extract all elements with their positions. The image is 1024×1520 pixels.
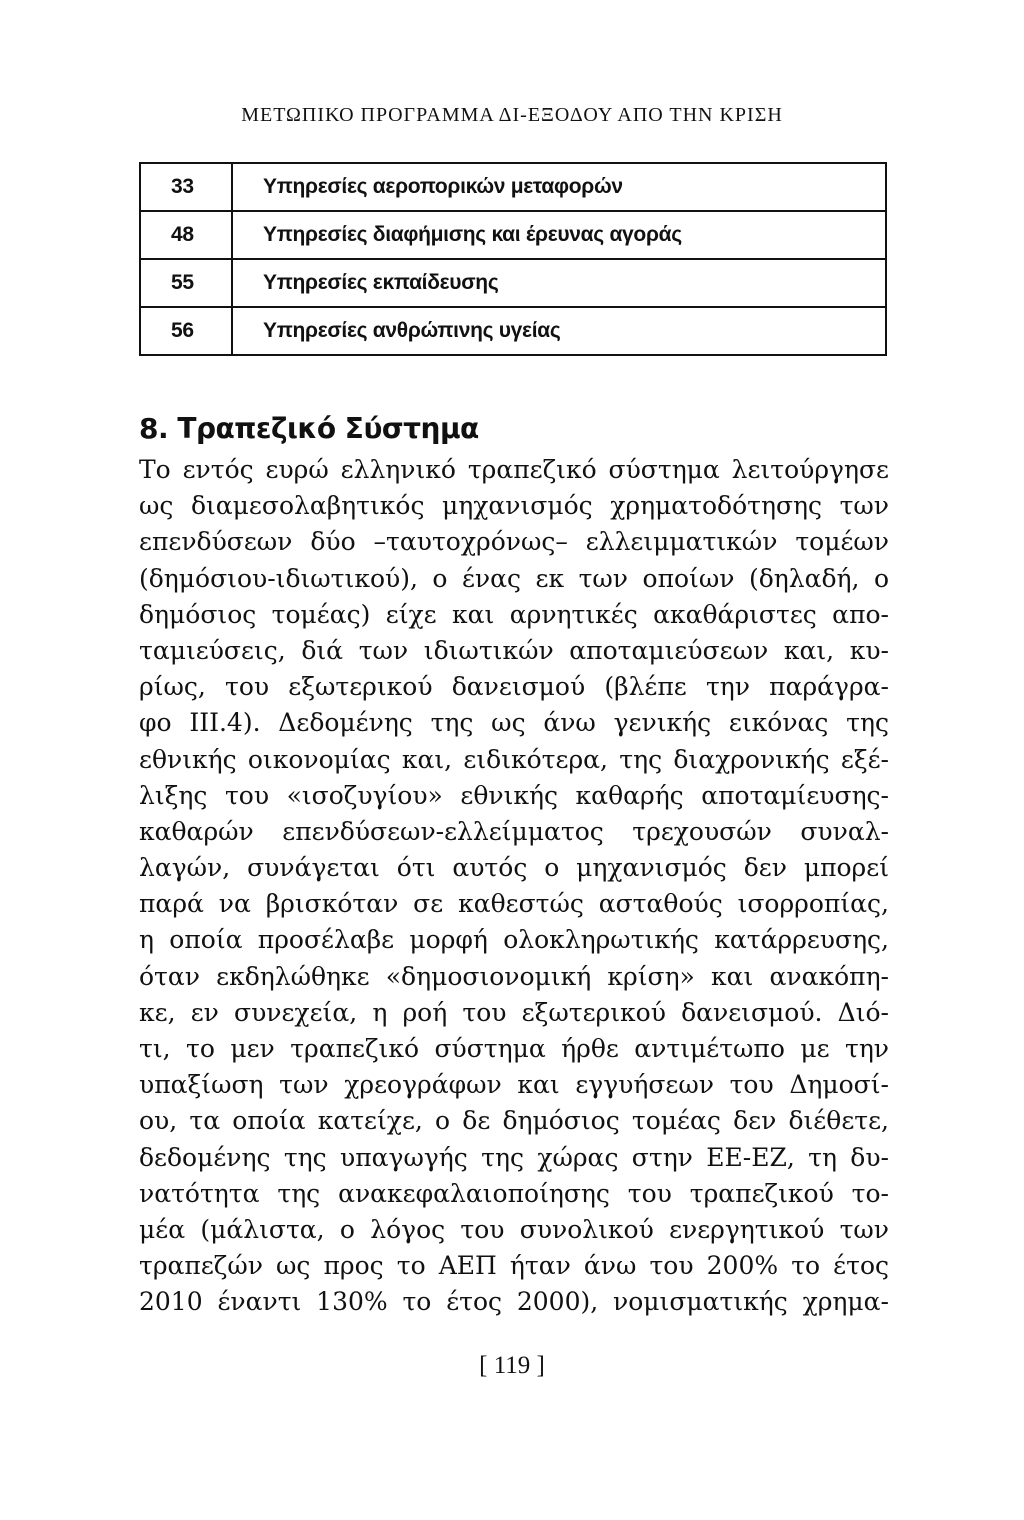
sector-label: Υπηρεσίες ανθρώπινης υγείας [232,307,886,355]
text-line: δημόσιος τομέας) είχε και αρνητικές ακαθάριστες απο- [139,599,889,629]
sector-codes-table [139,162,887,356]
sector-code: 48 [140,211,232,259]
running-header: ΜΕΤΩΠΙΚΟ ΠΡΟΓΡΑΜΜΑ ΔΙ-ΕΞΟΔΟΥ ΑΠΟ ΤΗΝ ΚΡΙΣΗ [241,104,783,126]
sector-code: 33 [140,163,232,211]
sector-code: 56 [140,307,232,355]
text-line: Το εντός ευρώ ελληνικό τραπεζικό σύστημα λειτούργησε [139,455,889,484]
text-line: ταμιεύσεις, διά των ιδιωτικών αποταμιεύσεων και, κυ- [139,635,889,665]
page-number: [ 119 ] [479,1352,545,1379]
text-line: ου, τα οποία κατείχε, ο δε δημόσιος τομέας δεν διέθετε, [139,1106,889,1136]
text-line: υπαξίωση των χρεογράφων και εγγυήσεων του Δημοσί- [139,1070,889,1100]
text-line: λαγών, συνάγεται ότι αυτός ο μηχανισμός δεν μπορεί [139,853,889,883]
text-line: νατότητα της ανακεφαλαιοποίησης του τραπεζικού το- [139,1178,889,1208]
text-line: τι, το μεν τραπεζικό σύστημα ήρθε αντιμέτωπο με την [139,1034,889,1063]
table-row [140,259,886,307]
text-line: μέα (μάλιστα, ο λόγος του συνολικού ενεργητικού των [139,1214,889,1244]
text-line: ρίως, του εξωτερικού δανεισμού (βλέπε την παράγρα- [139,672,889,702]
sector-code: 55 [140,259,232,307]
text-line: επενδύσεων δύο –ταυτοχρόνως– ελλειμματικών τομέων [139,527,889,557]
body-paragraph [139,452,889,1321]
sector-label: Υπηρεσίες εκπαίδευσης [232,259,886,307]
text-line: τραπεζών ως προς το ΑΕΠ ήταν άνω του 200% το έτος [139,1251,889,1281]
text-line: φο ΙΙΙ.4). Δεδομένης της ως άνω γενικής εικόνας της [139,708,889,738]
text-line: η οποία προσέλαβε μορφή ολοκληρωτικής κατάρρευσης, [139,925,889,955]
table-row [140,211,886,259]
text-line: όταν εκδηλώθηκε «δημοσιονομική κρίση» και ανακόπη- [139,961,889,991]
text-line: καθαρών επενδύσεων-ελλείμματος τρεχουσών συναλ- [139,816,889,846]
text-line: κε, εν συνεχεία, η ροή του εξωτερικού δανεισμού. Διό- [139,997,889,1027]
section-heading: 8. Τραπεζικό Σύστημα [139,412,479,445]
text-line: εθνικής οικονομίας και, ειδικότερα, της διαχρονικής εξέ- [139,744,889,774]
text-line: (δημόσιου-ιδιωτικού), ο ένας εκ των οποίων (δηλαδή, ο [139,563,889,593]
table-row [140,163,886,211]
table-row [140,307,886,355]
sector-label: Υπηρεσίες διαφήμισης και έρευνας αγοράς [232,211,886,259]
text-line: λιξης του «ισοζυγίου» εθνικής καθαρής αποταμίευσης- [139,780,889,810]
text-line: ως διαμεσολαβητικός μηχανισμός χρηματοδότησης των [139,491,889,521]
text-line: δεδομένης της υπαγωγής της χώρας στην ΕΕ-ΕΖ, τη δυ- [139,1142,889,1172]
text-line: παρά να βρισκόταν σε καθεστώς ασταθούς ισορροπίας, [139,889,889,919]
text-line: 2010 έναντι 130% το έτος 2000), νομισματικής χρημα- [139,1287,889,1317]
sector-label: Υπηρεσίες αεροπορικών μεταφορών [232,163,886,211]
